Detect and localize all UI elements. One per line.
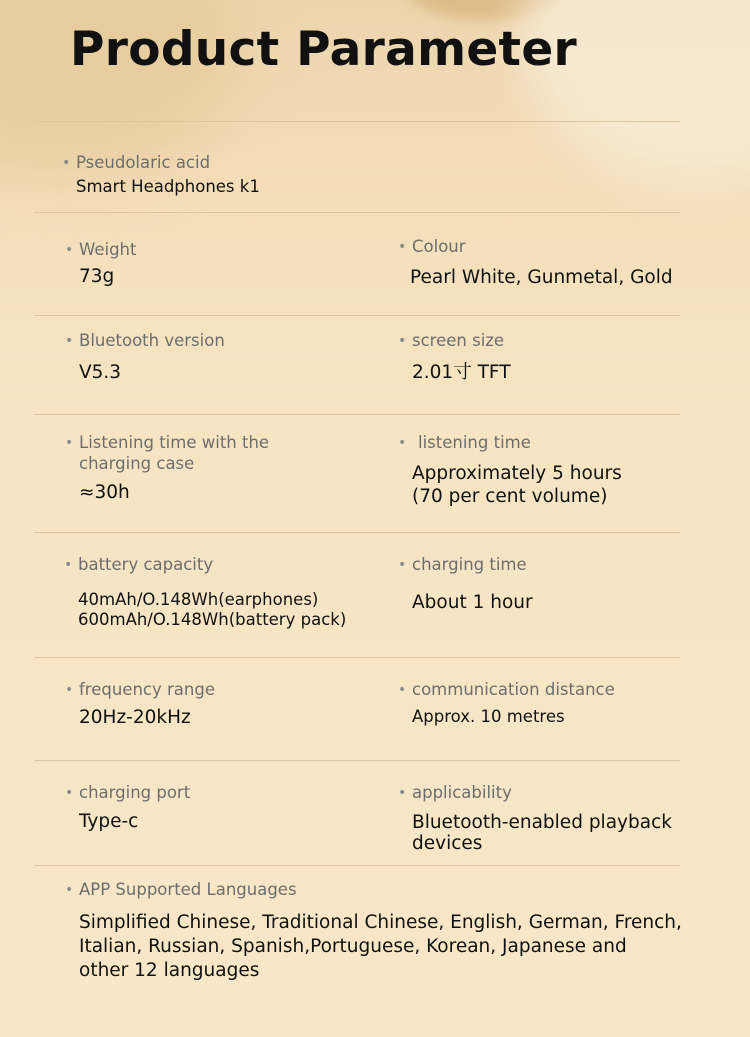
param-bluetooth	[65, 330, 225, 384]
param-frequency-range	[65, 679, 215, 729]
param-label: communication distance	[412, 680, 615, 699]
param-charging-time	[398, 554, 533, 614]
divider	[34, 121, 680, 122]
param-label: listening time	[418, 433, 531, 452]
param-value: Bluetooth-enabled playback devices	[412, 812, 672, 854]
bullet: •	[398, 435, 407, 451]
param-label: Weight	[79, 240, 137, 259]
divider	[34, 414, 680, 415]
bullet: •	[398, 557, 407, 573]
param-model	[62, 152, 260, 197]
param-applicability	[398, 782, 672, 854]
param-label: frequency range	[79, 680, 215, 699]
bullet: •	[65, 882, 74, 898]
divider	[34, 532, 680, 533]
param-case-listening-time	[65, 432, 269, 504]
param-label: charging time	[412, 555, 527, 574]
param-screen-size	[398, 330, 511, 384]
param-value: Type-c	[79, 811, 139, 832]
bullet: •	[65, 435, 74, 451]
divider	[34, 212, 680, 213]
page-title: Product Parameter	[70, 22, 577, 77]
param-listening-time	[398, 432, 622, 508]
param-label: Pseudolaric acid	[76, 153, 211, 172]
bullet: •	[398, 785, 407, 801]
param-value: About 1 hour	[412, 592, 533, 613]
param-value: 40mAh/O.148Wh(earphones) 600mAh/O.148Wh(battery pack)	[78, 590, 347, 629]
param-label: Colour	[412, 237, 466, 256]
param-label: APP Supported Languages	[79, 880, 297, 899]
param-label: charging port	[79, 783, 191, 802]
param-value: 2.01寸 TFT	[412, 362, 511, 383]
param-value: 20Hz-20kHz	[79, 707, 191, 728]
param-weight	[65, 239, 136, 288]
param-battery-capacity	[64, 554, 346, 630]
param-value: V5.3	[79, 362, 122, 383]
param-label: applicability	[412, 783, 512, 802]
param-value: Approximately 5 hours (70 per cent volume)	[412, 463, 622, 507]
divider	[34, 865, 680, 866]
bullet: •	[398, 239, 407, 255]
param-value: 73g	[79, 266, 115, 287]
bullet: •	[398, 682, 407, 698]
divider	[34, 657, 680, 658]
param-label: Bluetooth version	[79, 331, 225, 350]
bullet: •	[65, 785, 74, 801]
param-label: charging case	[79, 454, 195, 473]
param-app-languages	[65, 879, 682, 983]
param-charging-port	[65, 782, 190, 833]
param-communication-distance	[398, 679, 615, 727]
param-value: Simplified Chinese, Traditional Chinese, English, German, French, Italian, Russian, Spanish,Portuguese, Korean, Japanese and other 12 languages	[79, 912, 682, 981]
param-value: ≈30h	[79, 482, 130, 503]
bullet: •	[64, 557, 73, 573]
param-value: Approx. 10 metres	[412, 707, 565, 726]
bullet: •	[65, 682, 74, 698]
param-colour	[398, 236, 673, 289]
bullet: •	[65, 242, 74, 258]
param-label: screen size	[412, 331, 505, 350]
param-label: Listening time with the	[79, 433, 270, 452]
bullet: •	[62, 155, 71, 171]
divider	[34, 760, 680, 761]
divider	[34, 315, 680, 316]
param-label: battery capacity	[78, 555, 214, 574]
param-value: Smart Headphones k1	[76, 177, 260, 196]
bullet: •	[65, 333, 74, 349]
param-value: Pearl White, Gunmetal, Gold	[410, 267, 673, 288]
bullet: •	[398, 333, 407, 349]
